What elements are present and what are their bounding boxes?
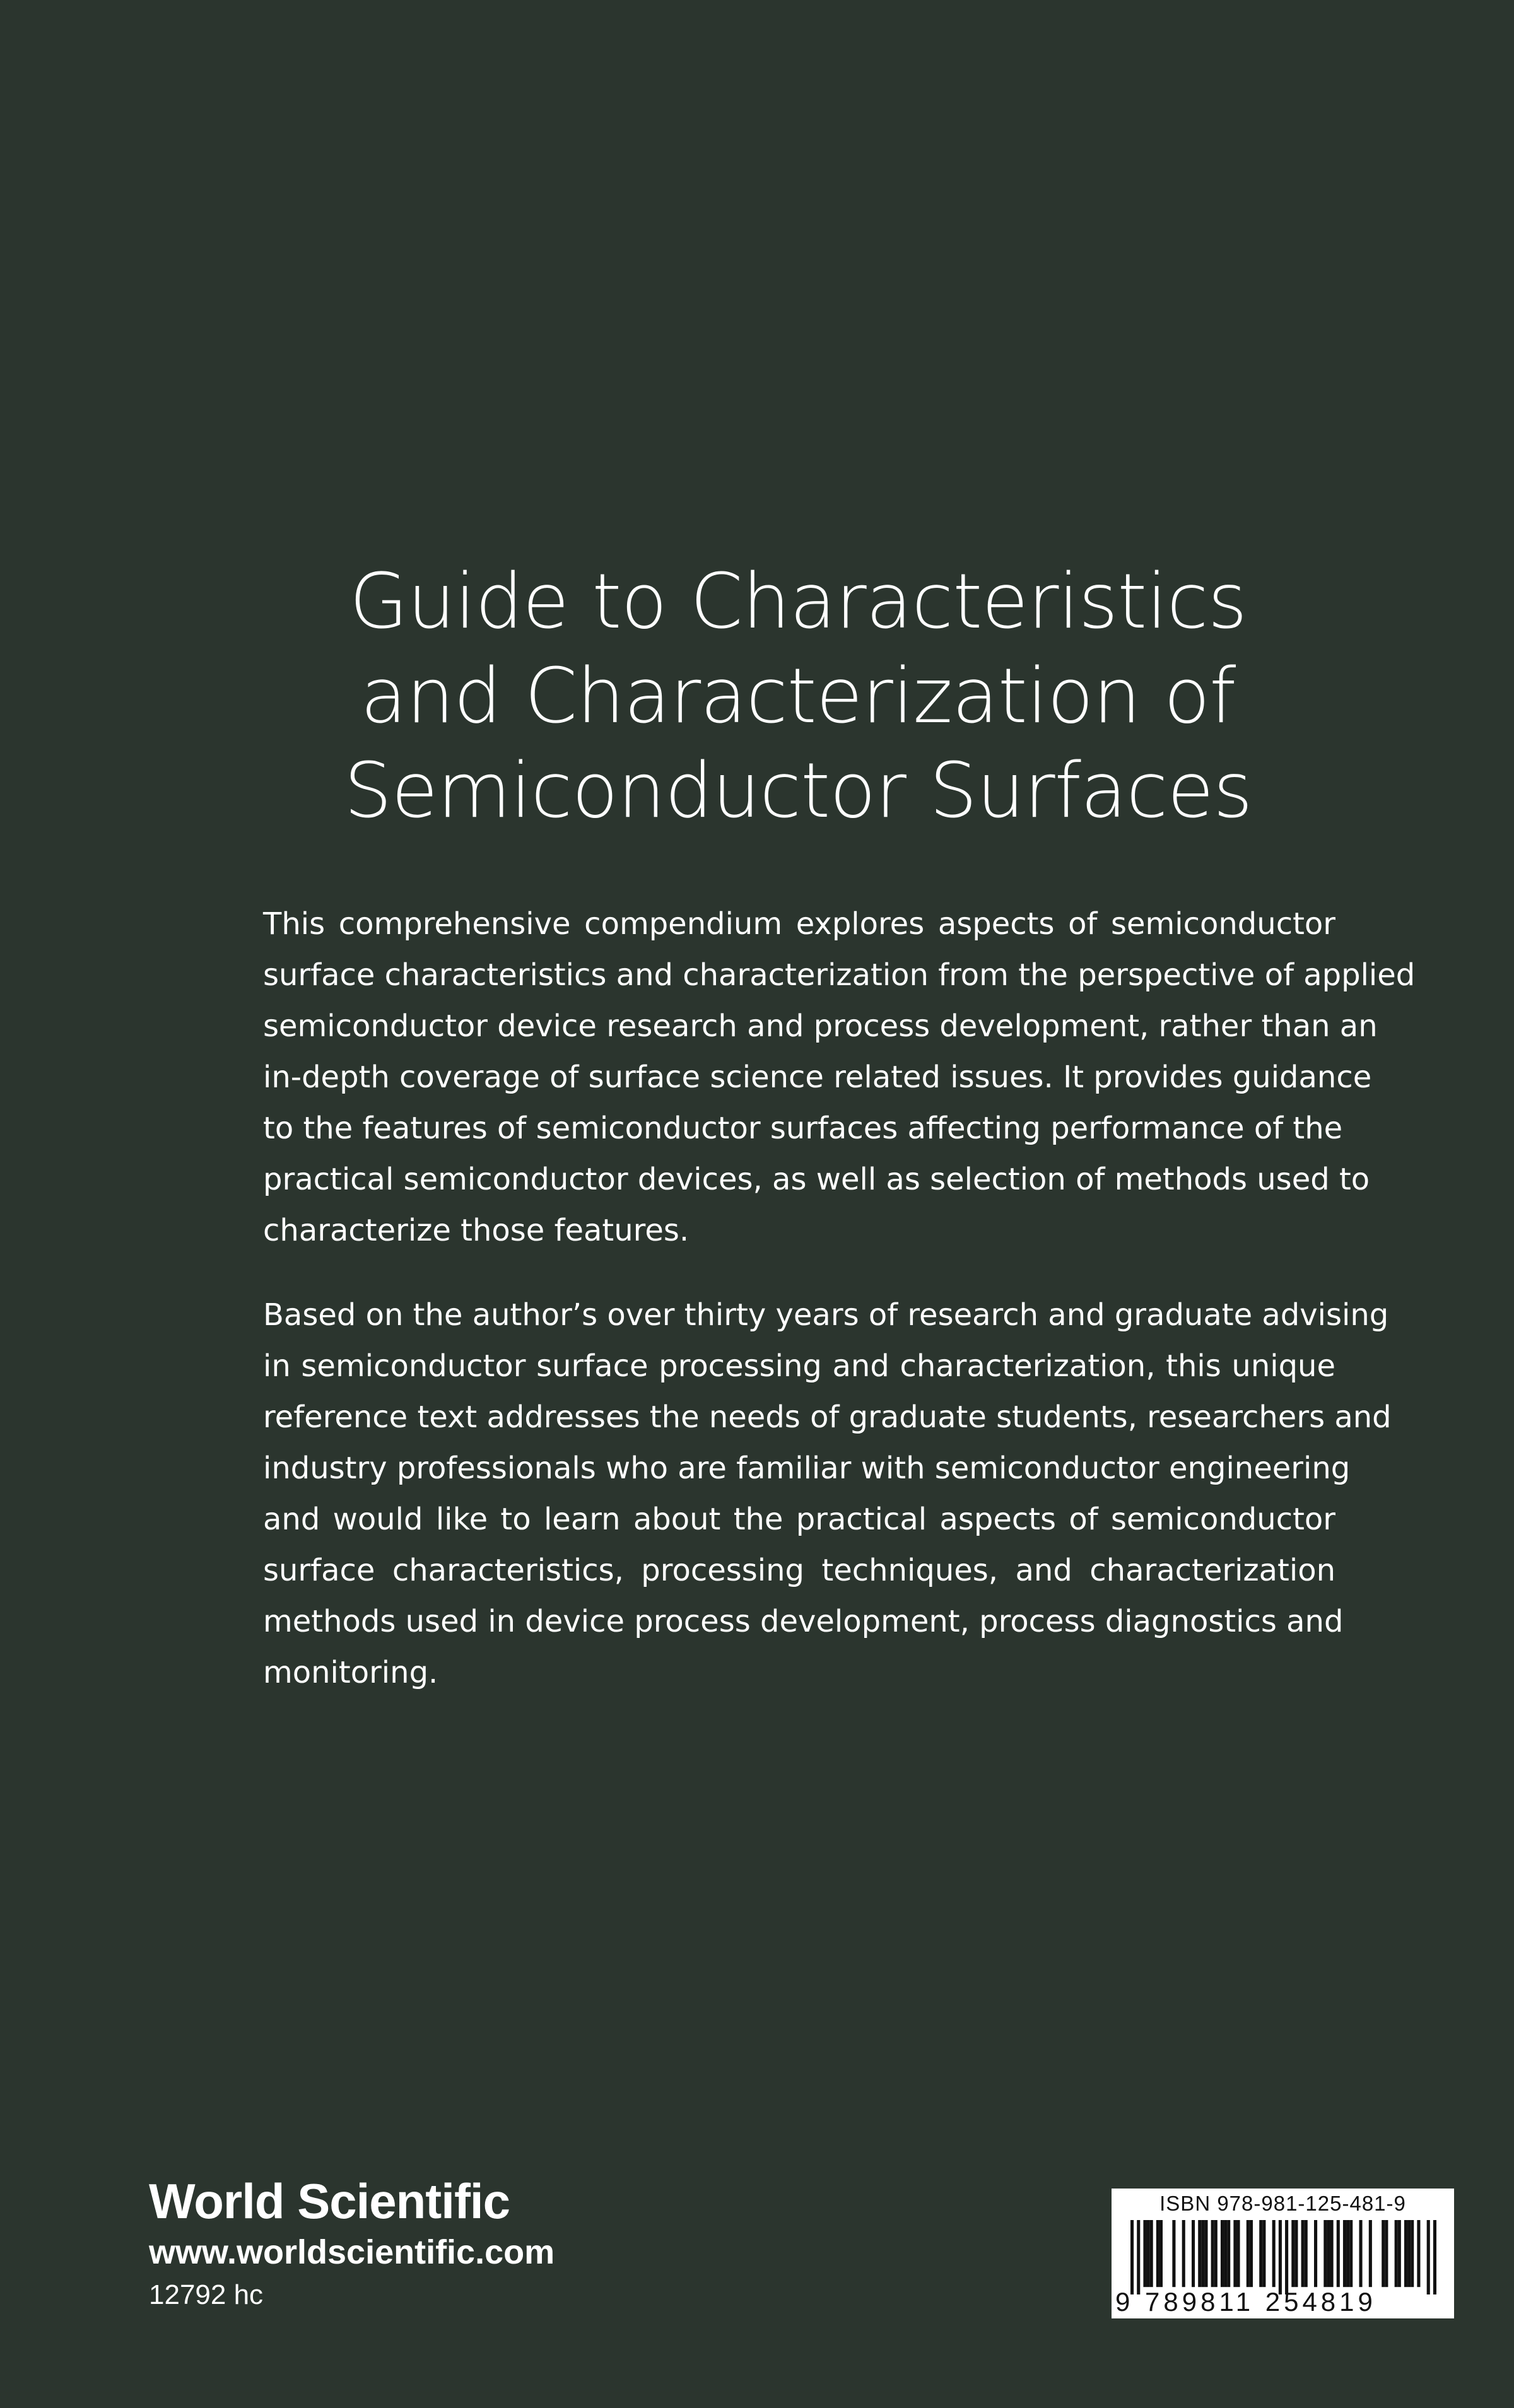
barcode-bar <box>1221 2220 1224 2287</box>
blurb-line: Based on the author’s over thirty years of research and graduate advising <box>263 1297 1389 1333</box>
publisher-name: World Scientific <box>149 2173 510 2229</box>
barcode-bar <box>1201 2220 1204 2287</box>
barcode-bar <box>1147 2220 1150 2287</box>
barcode-bar <box>1314 2220 1317 2287</box>
barcode-bar <box>1330 2220 1334 2287</box>
barcode-bar <box>1411 2220 1414 2287</box>
barcode-bar <box>1359 2220 1362 2287</box>
barcode-bar <box>1236 2220 1240 2287</box>
book-title <box>0 555 1514 839</box>
barcode-bar <box>1172 2220 1175 2287</box>
barcode-bar <box>1417 2220 1420 2287</box>
barcode-bar <box>1262 2220 1265 2287</box>
barcode-bar <box>1427 2220 1430 2294</box>
barcode-bar <box>1369 2220 1372 2287</box>
barcode-bar <box>1250 2220 1253 2287</box>
isbn-barcode <box>1112 2189 1454 2318</box>
publisher-block <box>149 2173 555 2315</box>
barcode-bar <box>1407 2220 1411 2287</box>
blurb-line: practical semiconductor devices, as well as selection of methods used to <box>263 1162 1370 1197</box>
barcode-bar <box>1247 2220 1250 2287</box>
barcode-bar <box>1305 2220 1308 2287</box>
barcode-bar <box>1385 2220 1388 2287</box>
barcode-bar <box>1137 2220 1140 2294</box>
barcode-bar <box>1382 2220 1385 2287</box>
barcode-bar <box>1272 2220 1276 2287</box>
blurb-line: industry professionals who are familiar with semiconductor engineering <box>263 1451 1351 1486</box>
barcode-bar <box>1279 2220 1282 2294</box>
barcode-bar <box>1398 2220 1401 2287</box>
barcode-bar <box>1143 2220 1146 2287</box>
title-line-1: Guide to Characteristics <box>349 558 1247 646</box>
barcode-bar <box>1224 2220 1227 2287</box>
isbn-label: ISBN 978-981-125-481-9 <box>1159 2192 1406 2215</box>
blurb-line: This comprehensive compendium explores aspects of semiconductor <box>263 906 1335 942</box>
barcode-bar <box>1294 2220 1298 2287</box>
barcode-bars <box>1130 2220 1436 2294</box>
barcode-bar <box>1337 2220 1340 2287</box>
blurb-line: monitoring. <box>263 1655 438 1690</box>
barcode-bar <box>1214 2220 1218 2287</box>
barcode-bar <box>1327 2220 1330 2287</box>
blurb-line: in semiconductor surface processing and characterization, this unique <box>263 1348 1335 1384</box>
barcode-bar <box>1346 2220 1349 2287</box>
barcode-bar <box>1150 2220 1153 2287</box>
title-line-2: and Characterization of <box>360 653 1236 740</box>
product-code: 12792 hc <box>149 2279 264 2310</box>
barcode-bar <box>1343 2220 1346 2287</box>
barcode-bar <box>1204 2220 1207 2287</box>
title-line-3: Semiconductor Surfaces <box>344 747 1252 835</box>
blurb-line: characterize those features. <box>263 1213 690 1248</box>
barcode-bar <box>1285 2220 1288 2294</box>
blurb-line: to the features of semiconductor surfaces affecting performance of the <box>263 1111 1343 1146</box>
publisher-url[interactable]: www.worldscientific.com <box>149 2233 555 2271</box>
barcode-bar <box>1159 2220 1163 2287</box>
blurb-line: and would like to learn about the practical aspects of semiconductor <box>263 1502 1335 1537</box>
barcode-bar <box>1211 2220 1214 2287</box>
blurb-line: in-depth coverage of surface science related issues. It provides guidance <box>263 1060 1372 1095</box>
blurb-paragraph-2 <box>263 1290 1392 1698</box>
blurb-line: surface characteristics, processing techniques, and characterization <box>263 1553 1335 1588</box>
barcode-bar <box>1233 2220 1236 2287</box>
barcode-bar <box>1130 2220 1134 2294</box>
barcode-bar <box>1198 2220 1201 2287</box>
blurb-line: reference text addresses the needs of graduate students, researchers and <box>263 1400 1392 1435</box>
barcode-bar <box>1349 2220 1353 2287</box>
barcode-bar <box>1433 2220 1436 2294</box>
barcode-bar <box>1291 2220 1294 2287</box>
barcode-digits: 9 789811 254819 <box>1115 2287 1376 2317</box>
barcode-bar <box>1227 2220 1230 2287</box>
barcode-bar <box>1323 2220 1327 2287</box>
blurb-line: surface characteristics and characterization from the perspective of applied <box>263 957 1416 993</box>
blurb-paragraph-1 <box>263 899 1416 1256</box>
barcode-bar <box>1395 2220 1398 2287</box>
barcode-bar <box>1259 2220 1262 2287</box>
blurb-line: methods used in device process development, process diagnostics and <box>263 1604 1344 1639</box>
barcode-bar <box>1404 2220 1407 2287</box>
barcode-bar <box>1156 2220 1159 2287</box>
barcode-bar <box>1182 2220 1185 2287</box>
barcode-bar <box>1301 2220 1305 2287</box>
barcode-bar <box>1192 2220 1195 2287</box>
blurb-line: semiconductor device research and process development, rather than an <box>263 1008 1378 1044</box>
